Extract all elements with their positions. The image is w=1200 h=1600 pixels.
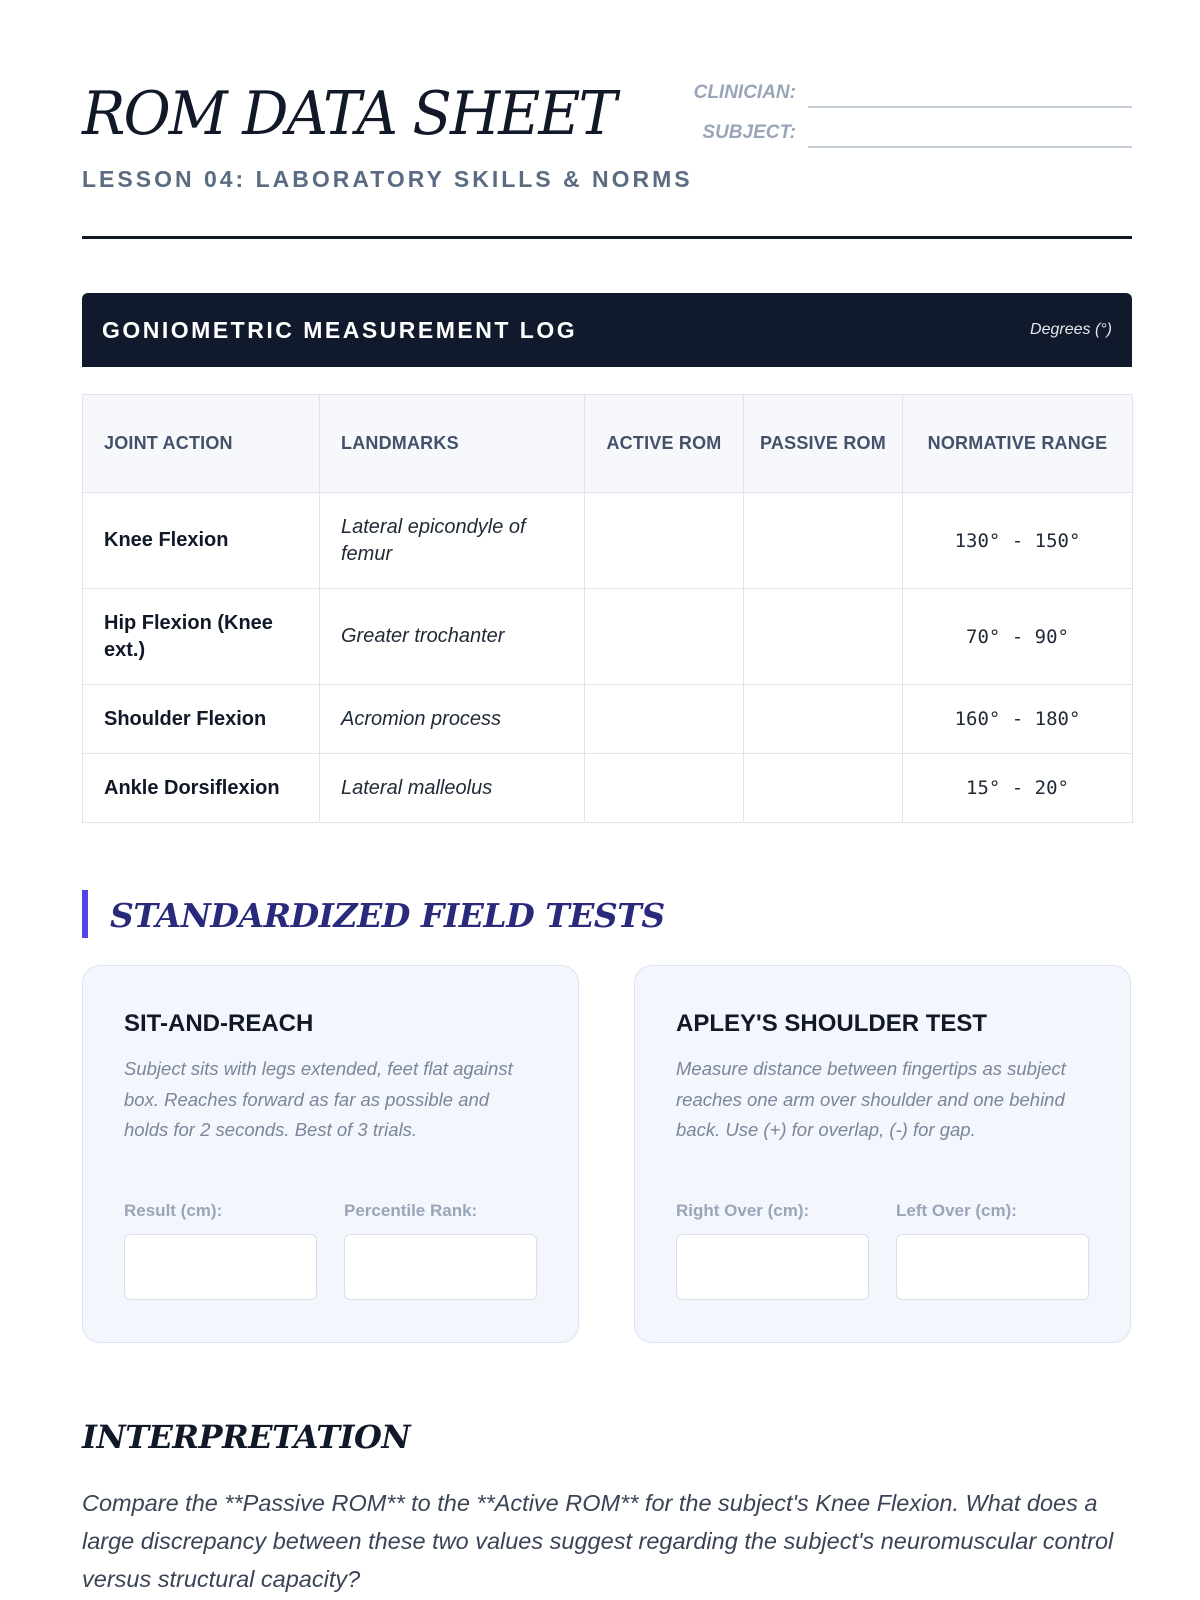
clinician-row [682,80,1132,112]
interpretation-prompt: Compare the **Passive ROM** to the **Active ROM** for the subject's Knee Flexion. What does a large discrepancy between these two values suggest regarding the subject's neuromuscular control versus structural capacity? [82,1490,1114,1592]
passive-rom-cell[interactable] [744,493,903,589]
table-row [83,685,1133,754]
percentile-rank-label: Percentile Rank: [344,1201,478,1220]
active-rom-cell[interactable] [585,493,744,589]
card-title: APLEY'S SHOULDER TEST [676,1010,988,1037]
column-header: JOINT ACTION [83,395,320,493]
page-title: ROM DATA SHEET [82,79,616,149]
passive-rom-cell[interactable] [744,754,903,823]
normative-range-cell: 160° - 180° [903,685,1133,754]
right-over-input[interactable] [676,1234,869,1300]
clinician-label: CLINICIAN: [693,82,796,103]
left-over-input[interactable] [896,1234,1089,1300]
data-sheet-page [82,0,1132,1600]
landmark-cell: Greater trochanter [320,589,585,685]
passive-rom-cell[interactable] [744,685,903,754]
result-label: Result (cm): [124,1201,223,1220]
section-accent-bar [82,890,88,938]
landmark-cell: Lateral epicondyle of femur [320,493,585,589]
subject-row [682,120,1132,152]
column-header: PASSIVE ROM [744,395,903,493]
right-over-label: Right Over (cm): [676,1201,810,1220]
table-row [83,493,1133,589]
card-title: SIT-AND-REACH [124,1010,314,1037]
subject-field[interactable] [808,146,1132,148]
result-input[interactable] [124,1234,317,1300]
joint-action-cell: Hip Flexion (Knee ext.) [83,589,320,685]
landmark-cell: Lateral malleolus [320,754,585,823]
percentile-rank-input[interactable] [344,1234,537,1300]
left-over-label: Left Over (cm): [896,1201,1017,1220]
card-description: Subject sits with legs extended, feet flat against box. Reaches forward as far as possible and holds for 2 seconds. Best of 3 trials. [124,1058,513,1140]
active-rom-cell[interactable] [585,754,744,823]
landmark-cell: Acromion process [320,685,585,754]
column-header: NORMATIVE RANGE [903,395,1133,493]
table-header-row [83,395,1133,493]
table-row [83,589,1133,685]
measurement-table [82,394,1133,823]
card-description: Measure distance between fingertips as subject reaches one arm over shoulder and one behind back. Use (+) for overlap, (-) for gap. [676,1058,1066,1140]
column-header: ACTIVE ROM [585,395,744,493]
clinician-field[interactable] [808,106,1132,108]
log-title: GONIOMETRIC MEASUREMENT LOG [102,317,578,343]
joint-action-cell: Knee Flexion [83,493,320,589]
normative-range-cell: 15° - 20° [903,754,1133,823]
log-banner [82,293,1132,367]
apley-shoulder-test-card [634,965,1131,1343]
active-rom-cell[interactable] [585,685,744,754]
joint-action-cell: Shoulder Flexion [83,685,320,754]
page-subtitle: LESSON 04: LABORATORY SKILLS & NORMS [82,166,693,192]
log-units: Degrees (°) [1030,321,1112,338]
normative-range-cell: 130° - 150° [903,493,1133,589]
subject-label: SUBJECT: [702,122,796,143]
normative-range-cell: 70° - 90° [903,589,1133,685]
joint-action-cell: Ankle Dorsiflexion [83,754,320,823]
passive-rom-cell[interactable] [744,589,903,685]
field-tests-heading: STANDARDIZED FIELD TESTS [110,896,665,935]
column-header: LANDMARKS [320,395,585,493]
sit-and-reach-card [82,965,579,1343]
active-rom-cell[interactable] [585,589,744,685]
table-row [83,754,1133,823]
interpretation-heading: INTERPRETATION [82,1418,411,1456]
header-divider [82,236,1132,239]
